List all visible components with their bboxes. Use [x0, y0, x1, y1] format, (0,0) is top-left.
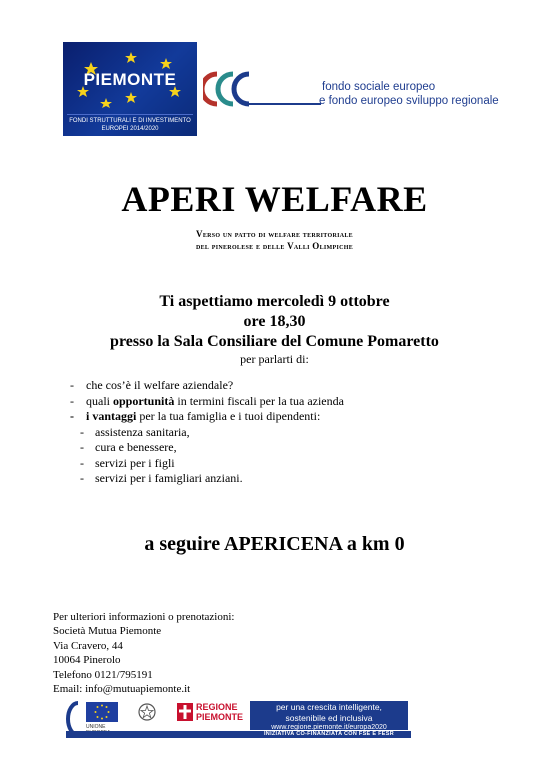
- contacts-organization: Società Mutua Piemonte: [53, 625, 162, 637]
- regione-piemonte-label: REGIONE PIEMONTE: [196, 702, 244, 722]
- piemonte-logo: [63, 42, 197, 136]
- contacts-city: 10064 Pinerolo: [53, 654, 121, 666]
- invitation-time: ore 18,30: [243, 313, 306, 330]
- eu-flag-icon: [86, 702, 118, 722]
- subtitle-line-1: Verso un patto di welfare territoriale: [196, 229, 353, 239]
- regione-piemonte-emblem-icon: [177, 703, 193, 721]
- apericena-heading: a seguire APERICENA a km 0: [144, 533, 405, 555]
- piemonte-logo-word: PIEMONTE: [83, 70, 177, 89]
- europa-line-1: per una crescita intelligente,: [276, 702, 382, 712]
- sub-list-item: - assistenza sanitaria,: [80, 425, 190, 439]
- italian-republic-emblem-icon: [137, 702, 157, 724]
- contacts-intro: Per ulteriori informazioni o prenotazioni:: [53, 611, 235, 623]
- sub-list-item: - servizi per i figli: [80, 456, 175, 470]
- contacts-email: Email: info@mutuapiemonte.it: [53, 683, 191, 695]
- invitation-venue: presso la Sala Consiliare del Comune Pomaretto: [110, 333, 439, 350]
- list-item: - che cos’è il welfare aziendale?: [70, 378, 234, 392]
- list-item: - quali opportunità in termini fiscali per la tua azienda: [70, 394, 344, 408]
- invitation-intro: per parlarti di:: [240, 352, 309, 366]
- invitation-date: Ti aspettiamo mercoledì 9 ottobre: [159, 293, 390, 310]
- eu-label: UNIONE: [86, 724, 106, 730]
- fse-logo-icon: [203, 70, 273, 108]
- fse-caption-line2: e fondo europeo sviluppo regionale: [319, 95, 499, 107]
- europa-2020-box: [250, 701, 408, 730]
- fse-caption: [319, 80, 499, 108]
- europa-line-2: sostenibile ed inclusiva: [285, 713, 373, 723]
- contacts-phone: Telefono 0121/795191: [53, 669, 153, 681]
- page-title: APERI WELFARE: [121, 179, 428, 219]
- sub-list-item: - cura e benessere,: [80, 440, 177, 454]
- subtitle-line-2: del pinerolese e delle Valli Olimpiche: [195, 241, 354, 251]
- sub-list-item: - servizi per i famigliari anziani.: [80, 471, 243, 485]
- fse-underline: [273, 103, 321, 107]
- europa-url: www.regione.piemonte.it/europa2020: [271, 724, 387, 731]
- fse-caption-line1: fondo sociale europeo: [322, 81, 436, 93]
- list-item: - i vantaggi per la tua famiglia e i tuoi dipendenti:: [70, 409, 321, 423]
- piemonte-logo-subtitle: FONDI STRUTTURALI E DI INVESTIMENTO EUROPEI 2014/2020: [67, 114, 193, 133]
- cofinancing-notice: INIZIATIVA CO-FINANZIATA CON FSE E FESR: [263, 731, 395, 737]
- contacts-address: Via Cravero, 44: [53, 640, 123, 652]
